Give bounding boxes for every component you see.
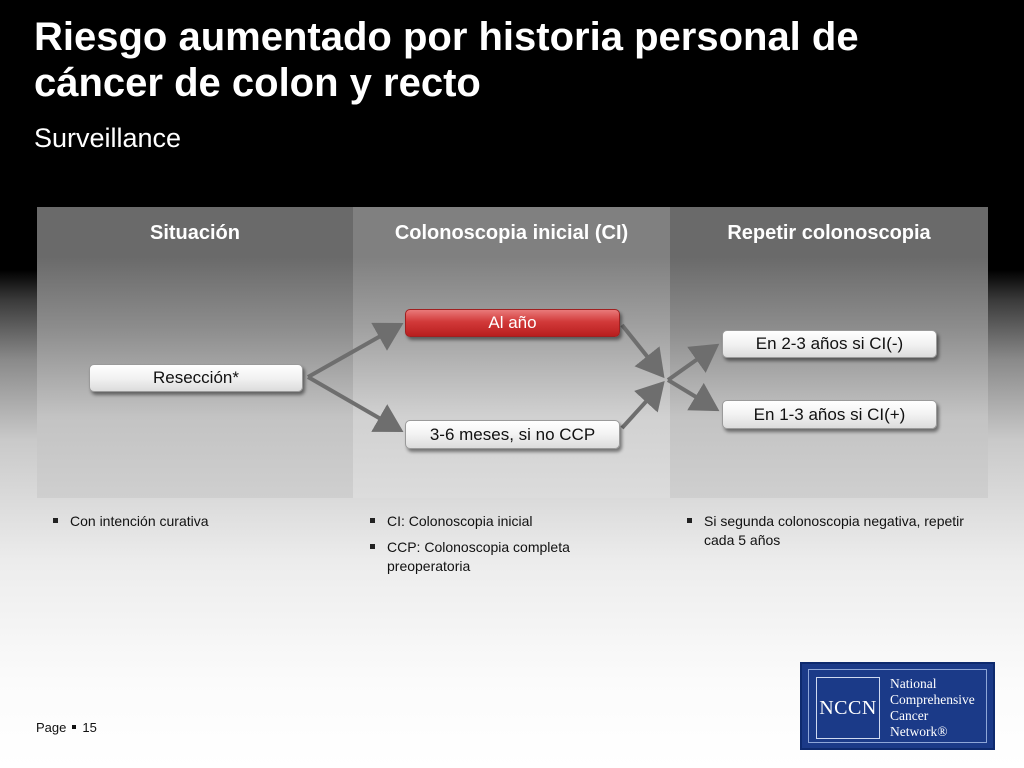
notes-col3	[684, 512, 984, 557]
column-situacion	[37, 207, 353, 498]
bullet-icon	[53, 518, 58, 523]
nccn-logo	[800, 662, 995, 750]
slide-subtitle: Surveillance	[34, 123, 182, 153]
bullet-icon	[370, 518, 375, 523]
box-ci-negativa: En 2-3 años si CI(-)	[722, 330, 937, 358]
logo-mark: NCCN	[816, 677, 880, 739]
notes-col1	[50, 512, 340, 538]
note-item: CCP: Colonoscopia completa preoperatoria	[367, 538, 657, 576]
box-3-6-meses: 3-6 meses, si no CCP	[405, 420, 620, 449]
box-reseccion: Resección*	[89, 364, 303, 392]
header-repetir-colonoscopia: Repetir colonoscopia	[727, 222, 931, 244]
bullet-icon	[370, 544, 375, 549]
note-item: CI: Colonoscopia inicial	[367, 512, 657, 531]
page-footer	[36, 720, 97, 735]
page-label: Page	[36, 720, 67, 735]
separator-icon	[72, 725, 76, 729]
slide-title: Riesgo aumentado por historia personal de cáncer de colon y recto	[34, 15, 859, 105]
page-number: 15	[82, 720, 97, 735]
note-item: Con intención curativa	[50, 512, 340, 531]
bullet-icon	[687, 518, 692, 523]
box-ci-positiva: En 1-3 años si CI(+)	[722, 400, 937, 429]
box-al-ano: Al año	[405, 309, 620, 337]
logo-name: National Comprehensive Cancer Network®	[890, 676, 975, 739]
header-colonoscopia-inicial: Colonoscopia inicial (CI)	[394, 222, 629, 244]
column-colonoscopia-inicial	[353, 207, 670, 498]
notes-col2	[367, 512, 657, 583]
header-situacion: Situación	[149, 222, 240, 244]
note-item: Si segunda colonoscopia negativa, repetir cada 5 años	[684, 512, 984, 550]
